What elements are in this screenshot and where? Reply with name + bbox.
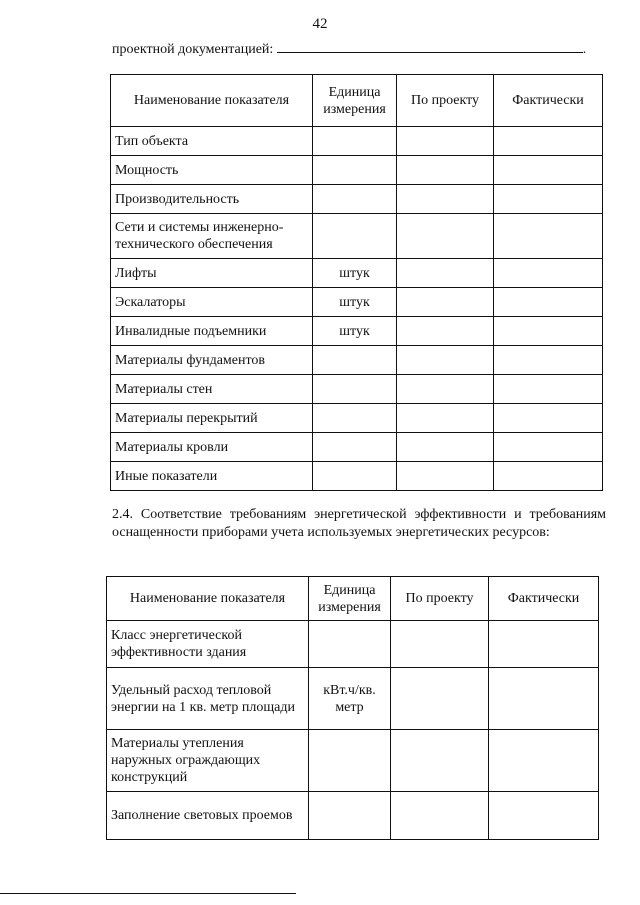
- row-name: Материалы стен: [111, 375, 313, 404]
- row-actual-cell: [489, 730, 599, 792]
- row-actual-cell: [494, 404, 603, 433]
- row-name: Сети и системы инженерно-технического обеспечения: [111, 214, 313, 259]
- header-indicator-name: Наименование показателя: [107, 577, 309, 621]
- row-actual-cell: [489, 621, 599, 668]
- table-header-row: [107, 577, 599, 621]
- row-actual-cell: [494, 259, 603, 288]
- header-unit: Единица измерения: [313, 75, 397, 127]
- table-row: [111, 462, 603, 491]
- row-actual-cell: [494, 346, 603, 375]
- row-unit: [313, 214, 397, 259]
- row-project-cell: [397, 317, 494, 346]
- row-project-cell: [397, 127, 494, 156]
- table-row: [107, 792, 599, 840]
- header-unit: Единица измерения: [309, 577, 391, 621]
- row-name: Инвалидные подъемники: [111, 317, 313, 346]
- row-unit: [309, 621, 391, 668]
- table-row: [111, 375, 603, 404]
- row-unit: [313, 462, 397, 491]
- row-name: Удельный расход тепловой энергии на 1 кв. метр площади: [107, 668, 309, 730]
- row-unit: [313, 127, 397, 156]
- table-row: [111, 317, 603, 346]
- row-actual-cell: [494, 375, 603, 404]
- row-unit: штук: [313, 288, 397, 317]
- row-project-cell: [391, 621, 489, 668]
- row-unit: [313, 375, 397, 404]
- row-unit: штук: [313, 259, 397, 288]
- row-name: Эскалаторы: [111, 288, 313, 317]
- row-name: Иные показатели: [111, 462, 313, 491]
- table-row: [107, 730, 599, 792]
- row-project-cell: [397, 156, 494, 185]
- row-name: Материалы фундаментов: [111, 346, 313, 375]
- row-project-cell: [397, 346, 494, 375]
- row-unit: штук: [313, 317, 397, 346]
- row-project-cell: [391, 668, 489, 730]
- table-row: [107, 668, 599, 730]
- header-project: По проекту: [391, 577, 489, 621]
- row-actual-cell: [494, 433, 603, 462]
- row-actual-cell: [494, 156, 603, 185]
- row-project-cell: [391, 792, 489, 840]
- row-project-cell: [397, 404, 494, 433]
- row-actual-cell: [494, 462, 603, 491]
- header-indicator-name: Наименование показателя: [111, 75, 313, 127]
- row-project-cell: [397, 259, 494, 288]
- row-project-cell: [397, 185, 494, 214]
- row-project-cell: [397, 433, 494, 462]
- row-actual-cell: [489, 668, 599, 730]
- row-project-cell: [397, 462, 494, 491]
- row-actual-cell: [494, 185, 603, 214]
- table-row: [111, 156, 603, 185]
- table-row: [111, 259, 603, 288]
- row-unit: [313, 156, 397, 185]
- page-number: 42: [312, 16, 328, 32]
- row-actual-cell: [494, 288, 603, 317]
- row-name: Тип объекта: [111, 127, 313, 156]
- table-row: [111, 404, 603, 433]
- table-row: [111, 346, 603, 375]
- row-unit: [309, 730, 391, 792]
- intro-end: .: [582, 42, 587, 57]
- row-name: Материалы утепления наружных ограждающих конструкций: [107, 730, 309, 792]
- row-actual-cell: [494, 127, 603, 156]
- section-2-4-text: 2.4. Соответствие требованиям энергетической эффективности и требованиям оснащенности приборами учета используемых энергетических ресурсов:: [112, 507, 606, 540]
- header-project: По проекту: [397, 75, 494, 127]
- row-project-cell: [397, 214, 494, 259]
- row-actual-cell: [494, 317, 603, 346]
- indicators-table: [110, 74, 603, 491]
- intro-text: проектной документацией:: [112, 42, 274, 57]
- row-unit: [313, 185, 397, 214]
- row-unit: [313, 433, 397, 462]
- table-row: [107, 621, 599, 668]
- row-actual-cell: [494, 214, 603, 259]
- row-name: Мощность: [111, 156, 313, 185]
- row-name: Класс энергетической эффективности здания: [107, 621, 309, 668]
- table-row: [111, 127, 603, 156]
- row-unit: [313, 404, 397, 433]
- table-row: [111, 214, 603, 259]
- fill-in-line: [277, 40, 583, 53]
- row-name: Лифты: [111, 259, 313, 288]
- row-unit: кВт.ч/кв. метр: [309, 668, 391, 730]
- row-actual-cell: [489, 792, 599, 840]
- header-actual: Фактически: [489, 577, 599, 621]
- row-unit: [313, 346, 397, 375]
- row-name: Материалы перекрытий: [111, 404, 313, 433]
- row-project-cell: [391, 730, 489, 792]
- row-project-cell: [397, 375, 494, 404]
- energy-efficiency-table: [106, 576, 599, 840]
- row-name: Материалы кровли: [111, 433, 313, 462]
- table-row: [111, 433, 603, 462]
- row-name: Заполнение световых проемов: [107, 792, 309, 840]
- intro-line: [112, 40, 586, 58]
- table-row: [111, 288, 603, 317]
- row-unit: [309, 792, 391, 840]
- header-actual: Фактически: [494, 75, 603, 127]
- row-project-cell: [397, 288, 494, 317]
- row-name: Производительность: [111, 185, 313, 214]
- footer-divider: [0, 893, 296, 894]
- table-row: [111, 185, 603, 214]
- table-header-row: [111, 75, 603, 127]
